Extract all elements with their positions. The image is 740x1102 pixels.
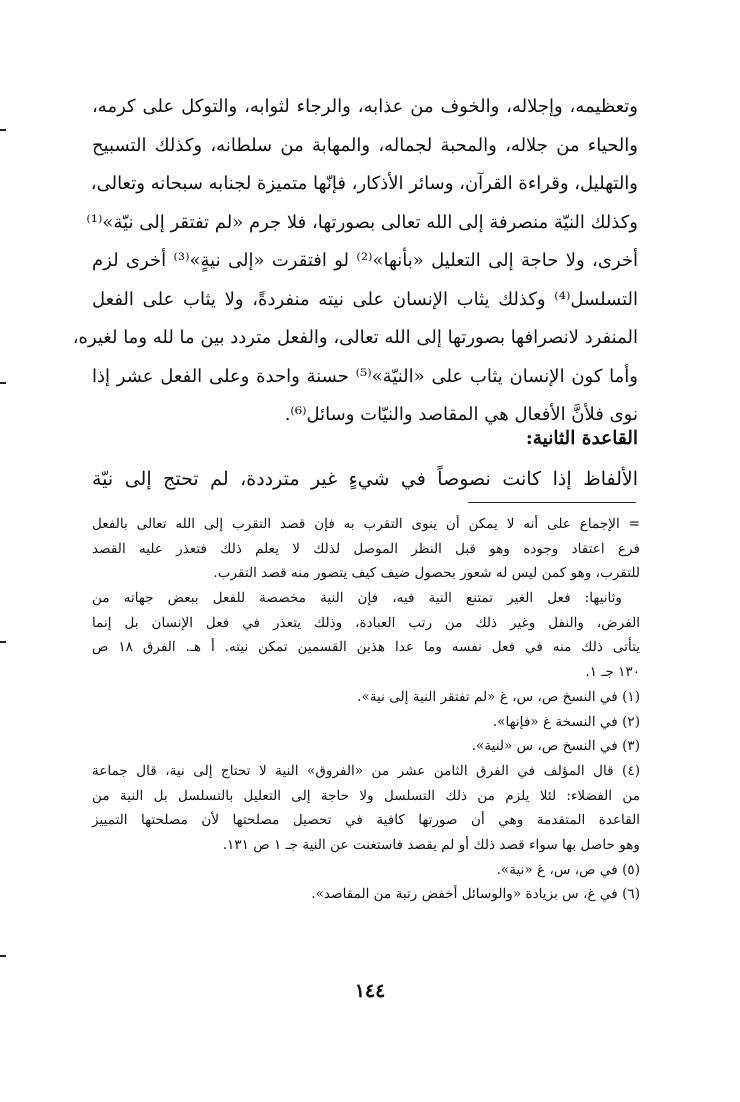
footnote-line: الفرض، والنفل وغير ذلك من رتب العبادة، وذلك يتعذر في فعل الإنسان بل إنما bbox=[92, 614, 640, 631]
footnote-line: للتقرب، وهو كمن ليس له شعور بحصول ضيف كيف يتصور منه قصد التقرب. bbox=[213, 565, 640, 582]
footnote-line: (٤) قال المؤلف في الفرق الثامن عشر من «الفروق» النية لا تحتاج إلى نية، قال جماعة bbox=[92, 762, 640, 779]
footnote-line: (٣) في النسخ ص، س «لنية». bbox=[471, 738, 640, 755]
text-line: والتهليل، وقراءة القرآن، وسائر الأذكار، فإنّها متميزة لجنابه سبحانه وتعالى، bbox=[90, 173, 638, 194]
text-line: وكذلك النيّة منصرفة إلى الله تعالى بصورتها، فلا جرم «لم تفتقر إلى نيّة»⁽¹⁾ bbox=[86, 211, 638, 233]
left-margin-mark bbox=[0, 129, 6, 131]
footnote-line: القاعدة المتقدمة وهي أن صورتها كافية في تحصيل مصلحتها لأن مصلحتها التمييز bbox=[92, 812, 640, 829]
left-margin-mark bbox=[0, 641, 6, 643]
page-number: ١٤٤ bbox=[354, 980, 386, 1002]
text-line: المنفرد لانصرافها بصورتها إلى الله تعالى، والفعل متردد بين ما لله وما لغيره، bbox=[72, 327, 638, 348]
footnote-line: وهو حاصل بها سواء قصد ذلك أو لم يقصد فاستغنت عن النية جـ ١ ص ١٣١. bbox=[222, 836, 640, 853]
left-margin-mark bbox=[0, 382, 6, 384]
text-line: التسلسل⁽⁴⁾ وكذلك يثاب الإنسان على نيته منفردةً، ولا يثاب على الفعل bbox=[92, 288, 638, 310]
footnote-line: = الإجماع على أنه لا يمكن أن ينوى التقرب به فإن قصد التقرب إلى الله تعالى بالفعل bbox=[92, 516, 640, 532]
footnote-line: (٦) في غ، س بزيادة «والوسائل أخفض رتبة من المقاصد». bbox=[311, 886, 640, 903]
main-text bbox=[72, 88, 639, 435]
footnote-line: فرع اعتقاد وجوده وهو قبل النظر الموصل لذلك لا يعلم ذلك فتعذر عليه القصد bbox=[92, 540, 640, 557]
rule-statement: الألفاظ إذا كانت نصوصاً في شيءٍ غير مترددة، لم تحتج إلى نيّة bbox=[92, 468, 638, 490]
text-line: والحياء من جلاله، والمحبة لجماله، والمهابة من سلطانه، وكذلك التسبيح bbox=[92, 134, 638, 156]
footnote-line: وثانيها: فعل الغير تمتنع النية فيه، فإن النية مخصصة للفعل ببعض جهاته من bbox=[92, 590, 622, 607]
footnote-line: (١) في النسخ ص، س، غ «لم تفتقر النية إلى نية». bbox=[357, 688, 640, 705]
left-margin-mark bbox=[0, 955, 6, 957]
text-line: وأما كون الإنسان يثاب على «النيّة»⁽⁵⁾ حسنة واحدة وعلى الفعل عشر إذا bbox=[92, 365, 639, 387]
text-line: وتعظيمه، وإجلاله، والخوف من عذابه، والرجاء لثوابه، والتوكل على كرمه، bbox=[92, 96, 638, 117]
footnote-line: (٥) في ص، س، غ «نية». bbox=[496, 861, 640, 878]
footnote-line: (٢) في النسخة غ «فإنها». bbox=[492, 713, 640, 730]
text-line: أخرى، ولا حاجة إلى التعليل «بأنها»⁽²⁾ لو افتقرت «إلى نيةٍ»⁽³⁾ أخرى لزم bbox=[92, 250, 639, 271]
footnote-separator bbox=[468, 502, 636, 503]
footnote-line: ١٣٠ جـ ١. bbox=[585, 664, 640, 681]
footnotes bbox=[92, 512, 640, 907]
section-heading: القاعدة الثانية: bbox=[525, 428, 638, 449]
footnote-line: من الفضلاء: لئلا يلزم من ذلك التسلسل ولا حاجة إلى التعليل بالتسلسل بل النية من bbox=[92, 787, 640, 804]
text-line: نوى فلأنَّ الأفعال هي المقاصد والنيّات وسائل⁽⁶⁾. bbox=[284, 404, 638, 425]
footnote-line: يتأتى ذلك منه في فعل نفسه وما عدا هذين القسمين تمكن نيته. أ هـ. الفرق ١٨ ص bbox=[92, 639, 640, 656]
